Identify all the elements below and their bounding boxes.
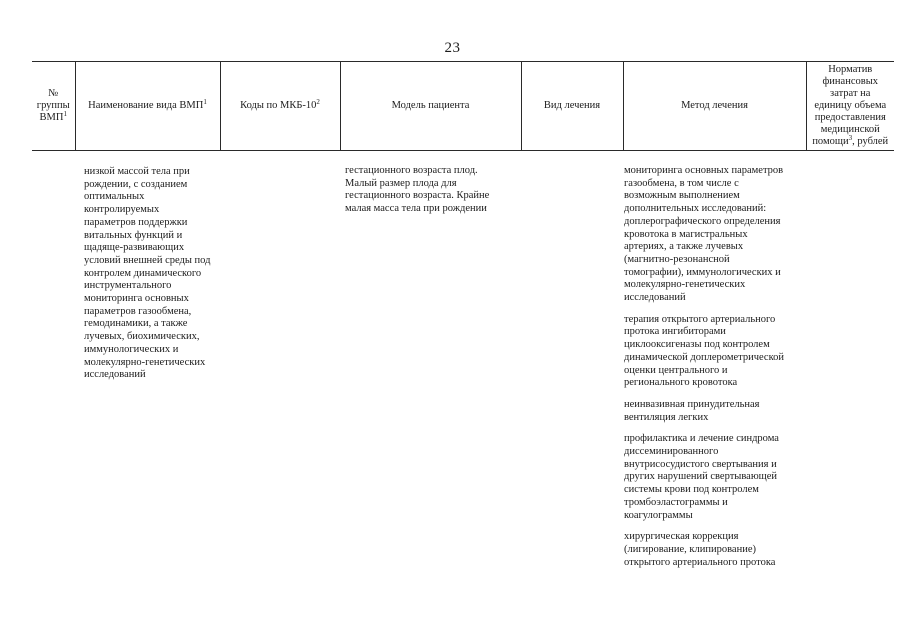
treatment-method-paragraph: [624, 399, 804, 424]
treatment-method-line: динамической доплерометрической: [624, 351, 785, 363]
vmp-name-line: щадяще-развивающих: [84, 242, 185, 254]
treatment-method-cell: [624, 165, 804, 578]
vmp-name-line: оптимальных: [84, 191, 145, 203]
treatment-method-line: хирургическая коррекция: [624, 531, 739, 543]
treatment-method-line: молекулярно-генетических: [624, 279, 746, 291]
header-norm-line: , рублей: [852, 136, 889, 147]
treatment-method-line: оценки центрального и: [624, 364, 728, 376]
header-group-number-line: №: [48, 88, 59, 99]
vmp-name-line: инструментального: [84, 280, 172, 292]
header-norm-line: Норматив: [828, 64, 873, 75]
treatment-method-line: регионального кровотока: [624, 377, 738, 389]
vmp-name-line: контролем динамического: [84, 267, 202, 279]
vmp-name-line: параметров поддержки: [84, 216, 188, 228]
treatment-method-line: возможным выполнением: [624, 190, 740, 202]
treatment-method-paragraph: [624, 531, 804, 569]
treatment-method-line: системы крови под контролем: [624, 484, 759, 496]
vmp-name-line: молекулярно-генетических: [84, 356, 206, 368]
header-norm-line: помощи: [812, 136, 849, 147]
footnote-mark: 1: [63, 110, 67, 118]
treatment-method-line: (лигирование, клипирование): [624, 543, 756, 555]
footnote-mark: 3: [848, 134, 853, 142]
treatment-method-line: неинвазивная принудительная: [624, 398, 760, 410]
header-vmp-name-text: Наименование вида ВМП: [88, 100, 204, 111]
header-treatment-method: Метод лечения: [623, 62, 806, 151]
treatment-method-line: диссеминированного: [624, 446, 719, 458]
treatment-method-paragraph: [624, 314, 804, 390]
header-norm-line: единицу объема: [814, 100, 887, 111]
treatment-method-line: газообмена, в том числе с: [624, 177, 739, 189]
treatment-method-line: внутрисосудистого свертывания и: [624, 458, 777, 470]
header-vmp-name: [75, 62, 220, 151]
treatment-method-line: кровотока в магистральных: [624, 228, 748, 240]
header-financial-norm: [806, 62, 894, 151]
vmp-name-line: витальных функций и: [84, 229, 183, 241]
treatment-method-line: других нарушений свертывающей: [624, 471, 778, 483]
treatment-method-line: протока ингибиторами: [624, 326, 726, 338]
vmp-name-line: исследований: [84, 369, 146, 381]
vmp-name-line: контролируемых: [84, 204, 160, 216]
patient-model-line: гестационного возраста плод.: [345, 165, 478, 176]
treatment-method-line: томографии), иммунологических и: [624, 266, 781, 278]
header-group-number-line: ВМП: [39, 112, 64, 123]
patient-model-cell: [345, 165, 505, 216]
vmp-name-cell: [84, 166, 224, 382]
vmp-name-line: мониторинга основных: [84, 293, 189, 305]
vmp-name-line: условий внешней среды под: [84, 254, 211, 266]
patient-model-line: гестационного возраста. Крайне: [345, 190, 490, 202]
vmp-name-line: параметров газообмена,: [84, 305, 192, 317]
treatment-method-line: циклооксигеназы под контролем: [624, 339, 770, 351]
header-norm-line: медицинской: [820, 124, 880, 135]
treatment-method-line: (магнитно-резонансной: [624, 253, 730, 265]
treatment-method-line: терапия открытого артериального: [624, 313, 776, 325]
treatment-method-line: мониторинга основных параметров: [624, 165, 784, 176]
table-header: [32, 61, 894, 151]
page-number: 23: [444, 40, 461, 56]
header-icd-codes-text: Коды по МКБ-10: [240, 100, 317, 111]
vmp-name-line: лучевых, биохимических,: [84, 331, 200, 343]
header-icd-codes: [220, 62, 340, 151]
header-group-number: [32, 62, 75, 151]
footnote-mark: 1: [203, 98, 207, 106]
header-norm-line: предоставления: [814, 112, 886, 123]
treatment-method-line: исследований: [624, 292, 686, 304]
treatment-method-line: коагулограммы: [624, 509, 693, 521]
footnote-mark: 2: [316, 98, 320, 106]
treatment-method-paragraph: [624, 165, 804, 305]
treatment-method-line: доплерографического определения: [624, 215, 781, 227]
treatment-method-paragraph: [624, 433, 804, 522]
treatment-method-line: профилактика и лечение синдрома: [624, 433, 779, 445]
vmp-name-line: рождении, с созданием: [84, 178, 188, 190]
header-patient-model: Модель пациента: [340, 62, 521, 151]
header-group-number-line: группы: [36, 100, 70, 111]
header-norm-line: финансовых: [822, 76, 878, 87]
treatment-method-line: дополнительных исследований:: [624, 203, 767, 215]
patient-model-line: Малый размер плода для: [345, 177, 457, 189]
vmp-name-line: низкой массой тела при: [84, 166, 190, 177]
patient-model-line: малая масса тела при рождении: [345, 203, 487, 215]
treatment-method-line: тромбоэластограммы и: [624, 496, 728, 508]
header-norm-line: затрат на: [830, 88, 871, 99]
header-treatment-type: Вид лечения: [521, 62, 623, 151]
treatment-method-line: открытого артериального протока: [624, 556, 776, 568]
treatment-method-line: вентиляция легких: [624, 411, 709, 423]
treatment-method-line: артериях, а также лучевых: [624, 241, 744, 253]
vmp-name-line: иммунологических и: [84, 343, 179, 355]
vmp-name-line: гемодинамики, а также: [84, 318, 188, 330]
